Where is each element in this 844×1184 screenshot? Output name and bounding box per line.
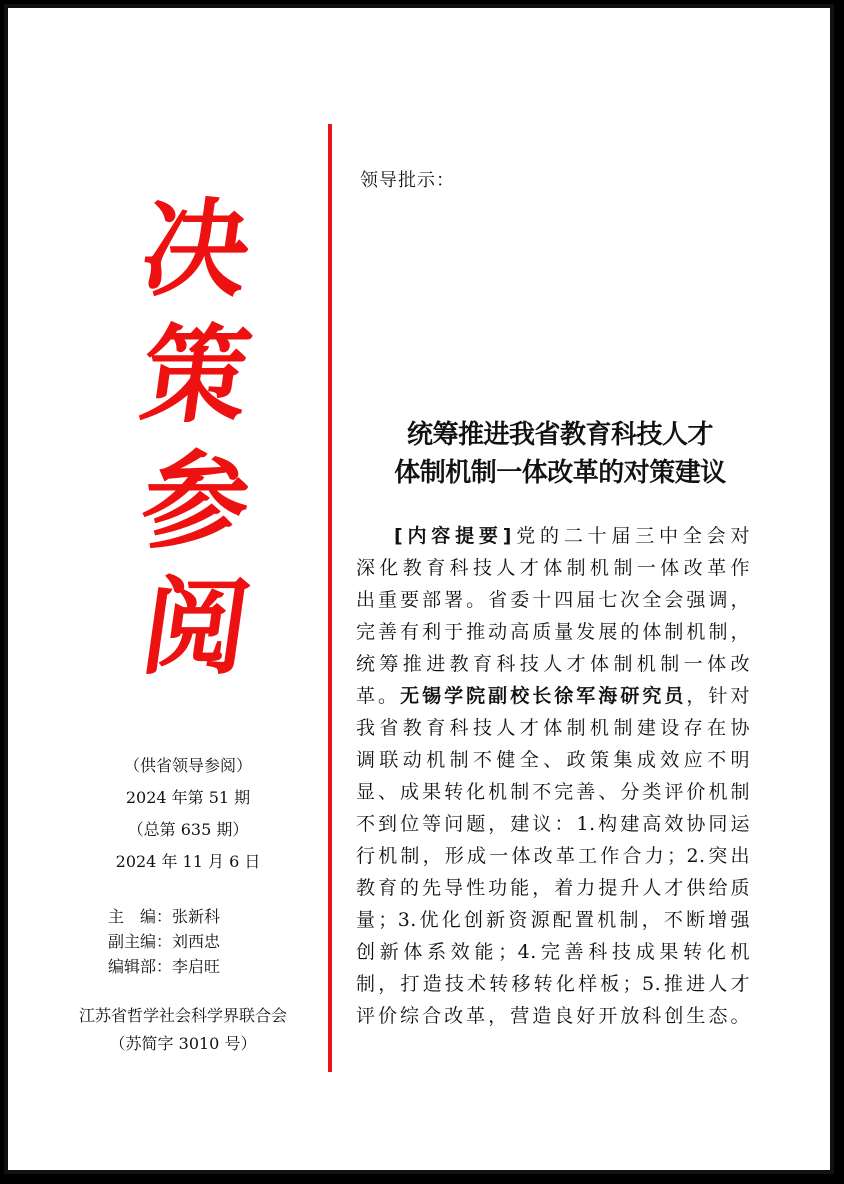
chief-editor: 主 编：张新科	[108, 907, 221, 926]
masthead-char: 阅	[134, 564, 258, 689]
deputy-editor: 副主编：刘西忠	[108, 932, 221, 951]
abstract-line: 制，打造技术转移转化样板；5.推进人才	[356, 973, 750, 995]
abstract-line: 调联动机制不健全、政策集成效应不明	[356, 749, 750, 771]
title-line: 统筹推进我省教育科技人才	[406, 420, 713, 450]
publisher	[48, 1002, 318, 1058]
document-page	[4, 4, 834, 1174]
abstract-line: [内容提要]党的二十届三中全会对	[394, 525, 750, 547]
abstract-line: 显、成果转化机制不完善、分类评价机制	[356, 781, 750, 803]
leader-instruction-label: 领导批示：	[360, 170, 455, 191]
abstract-line: 教育的先导性功能，着力提升人才供给质	[356, 877, 750, 899]
staff-list	[108, 904, 328, 979]
abstract-line: 创新体系效能；4.完善科技成果转化机	[356, 941, 750, 963]
abstract-line: 我省教育科技人才体制机制建设存在协	[356, 717, 750, 739]
vertical-divider	[328, 124, 332, 1072]
abstract-line: 评价综合改革，营造良好开放科创生态。	[356, 1005, 750, 1027]
abstract-line: 革。无锡学院副校长徐军海研究员，针对	[356, 685, 750, 707]
publisher-permit: （苏简字 3010 号）	[109, 1034, 257, 1053]
masthead	[126, 186, 266, 690]
article-title	[350, 416, 770, 492]
audience-note: （供省领导参阅）	[123, 756, 252, 775]
masthead-char: 决	[134, 186, 258, 311]
editorial-dept: 编辑部：李启旺	[108, 957, 221, 976]
issue-info	[68, 750, 308, 878]
issue-date: 2024 年 11 月 6 日	[115, 852, 261, 871]
abstract-line: 完善有利于推动高质量发展的体制机制，	[356, 621, 750, 643]
author-name: 无锡学院副校长徐军海研究员	[400, 685, 687, 707]
abstract-line: 不到位等问题，建议：1.构建高效协同运	[356, 813, 750, 835]
abstract-line: 深化教育科技人才体制机制一体改革作	[356, 557, 750, 579]
abstract-line: 量；3.优化创新资源配置机制，不断增强	[356, 909, 750, 931]
abstract-line: 出重要部署。省委十四届七次全会强调，	[356, 589, 750, 611]
abstract-label: [内容提要]	[394, 525, 512, 547]
abstract-line: 统筹推进教育科技人才体制机制一体改	[356, 653, 750, 675]
title-line: 体制机制一体改革的对策建议	[394, 458, 726, 488]
abstract-line: 行机制，形成一体改革工作合力；2.突出	[356, 845, 750, 867]
masthead-char: 策	[134, 312, 258, 437]
abstract	[356, 520, 750, 1032]
total-issue-number: （总第 635 期）	[127, 820, 249, 839]
masthead-char: 参	[134, 438, 258, 563]
issue-number: 2024 年第 51 期	[125, 788, 251, 807]
publisher-name: 江苏省哲学社会科学界联合会	[78, 1006, 287, 1025]
